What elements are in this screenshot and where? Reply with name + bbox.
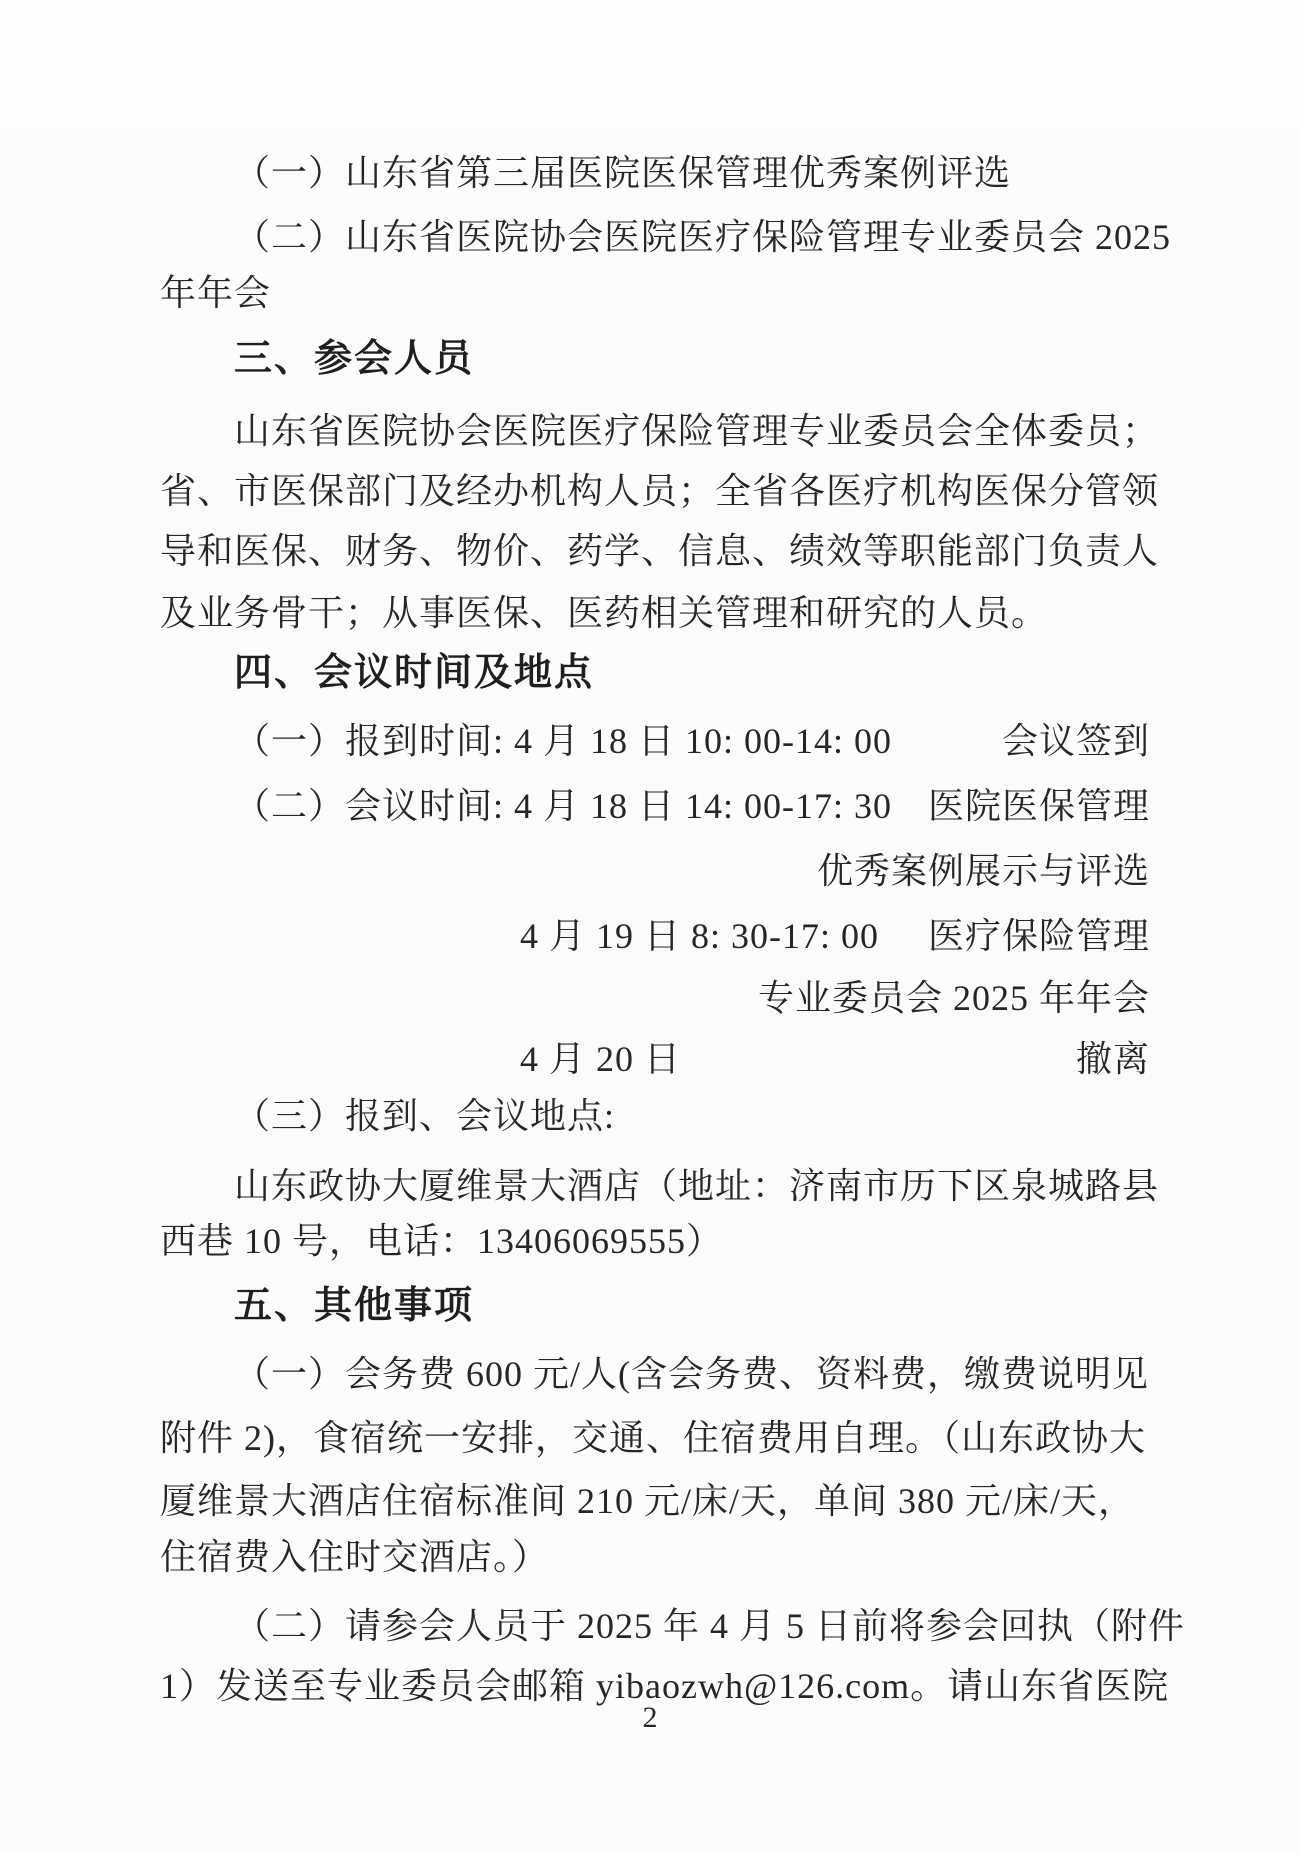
day2-activity-line-2: 专业委员会 2025 年年会 [757,978,1150,1018]
registration-activity: 会议签到 [1001,721,1150,761]
day3-activity: 撤离 [1075,1039,1150,1079]
attendees-line-2: 省、市医保部门及经办机构人员；全省各医疗机构医保分管领 [160,471,1160,511]
location-line-2: 西巷 10 号，电话：13406069555） [160,1221,724,1261]
location-line-1: 山东政协大厦维景大酒店（地址：济南市历下区泉城路县 [234,1166,1160,1206]
attendees-line-4: 及业务骨干；从事医保、医药相关管理和研究的人员。 [160,593,1049,633]
attendees-line-1: 山东省医院协会医院医疗保险管理专业委员会全体委员； [234,411,1160,451]
day3-time: 4 月 20 日 [520,1039,682,1079]
fee-line-3: 厦维景大酒店住宿标准间 210 元/床/天，单间 380 元/床/天， [160,1481,1136,1521]
attendees-line-3: 导和医保、财务、物价、药学、信息、绩效等职能部门负责人 [160,531,1160,571]
schedule-day2-row [520,913,1150,959]
schedule-registration-row [160,718,1150,764]
schedule-day3-row [520,1036,1150,1082]
fee-line-1: （一）会务费 600 元/人(含会务费、资料费，缴费说明见 [234,1354,1149,1394]
meeting-activity-line-1: 医院医保管理 [927,786,1150,826]
agenda-item-2-line-2: 年年会 [160,273,272,313]
agenda-item-1: （一）山东省第三届医院医保管理优秀案例评选 [234,153,1012,193]
agenda-item-2-line-1: （二）山东省医院协会医院医疗保险管理专业委员会 2025 [234,217,1172,257]
schedule-meeting-row [160,783,1150,829]
page-number: 2 [642,1701,658,1734]
fee-line-2: 附件 2)，食宿统一安排，交通、住宿费用自理。（山东政协大 [160,1418,1146,1458]
day2-time: 4 月 19 日 8: 30-17: 00 [520,916,879,956]
registration-time-label: （一）报到时间: 4 月 18 日 10: 00-14: 00 [234,721,892,761]
reply-line-2: 1）发送至专业委员会邮箱 yibaozwh@126.com。请山东省医院 [160,1666,1170,1706]
meeting-time-label: （二）会议时间: 4 月 18 日 14: 00-17: 30 [234,786,892,826]
meeting-activity-line-2: 优秀案例展示与评选 [816,851,1150,891]
fee-line-4: 住宿费入住时交酒店。） [160,1537,550,1577]
section-heading-attendees: 三、参会人员 [234,338,475,380]
section-heading-other: 五、其他事项 [234,1285,475,1327]
reply-line-1: （二）请参会人员于 2025 年 4 月 5 日前将参会回执（附件 [234,1606,1186,1646]
section-heading-schedule: 四、会议时间及地点 [234,652,595,694]
location-label: （三）报到、会议地点: [234,1096,616,1136]
day2-activity-line-1: 医疗保险管理 [927,916,1150,956]
